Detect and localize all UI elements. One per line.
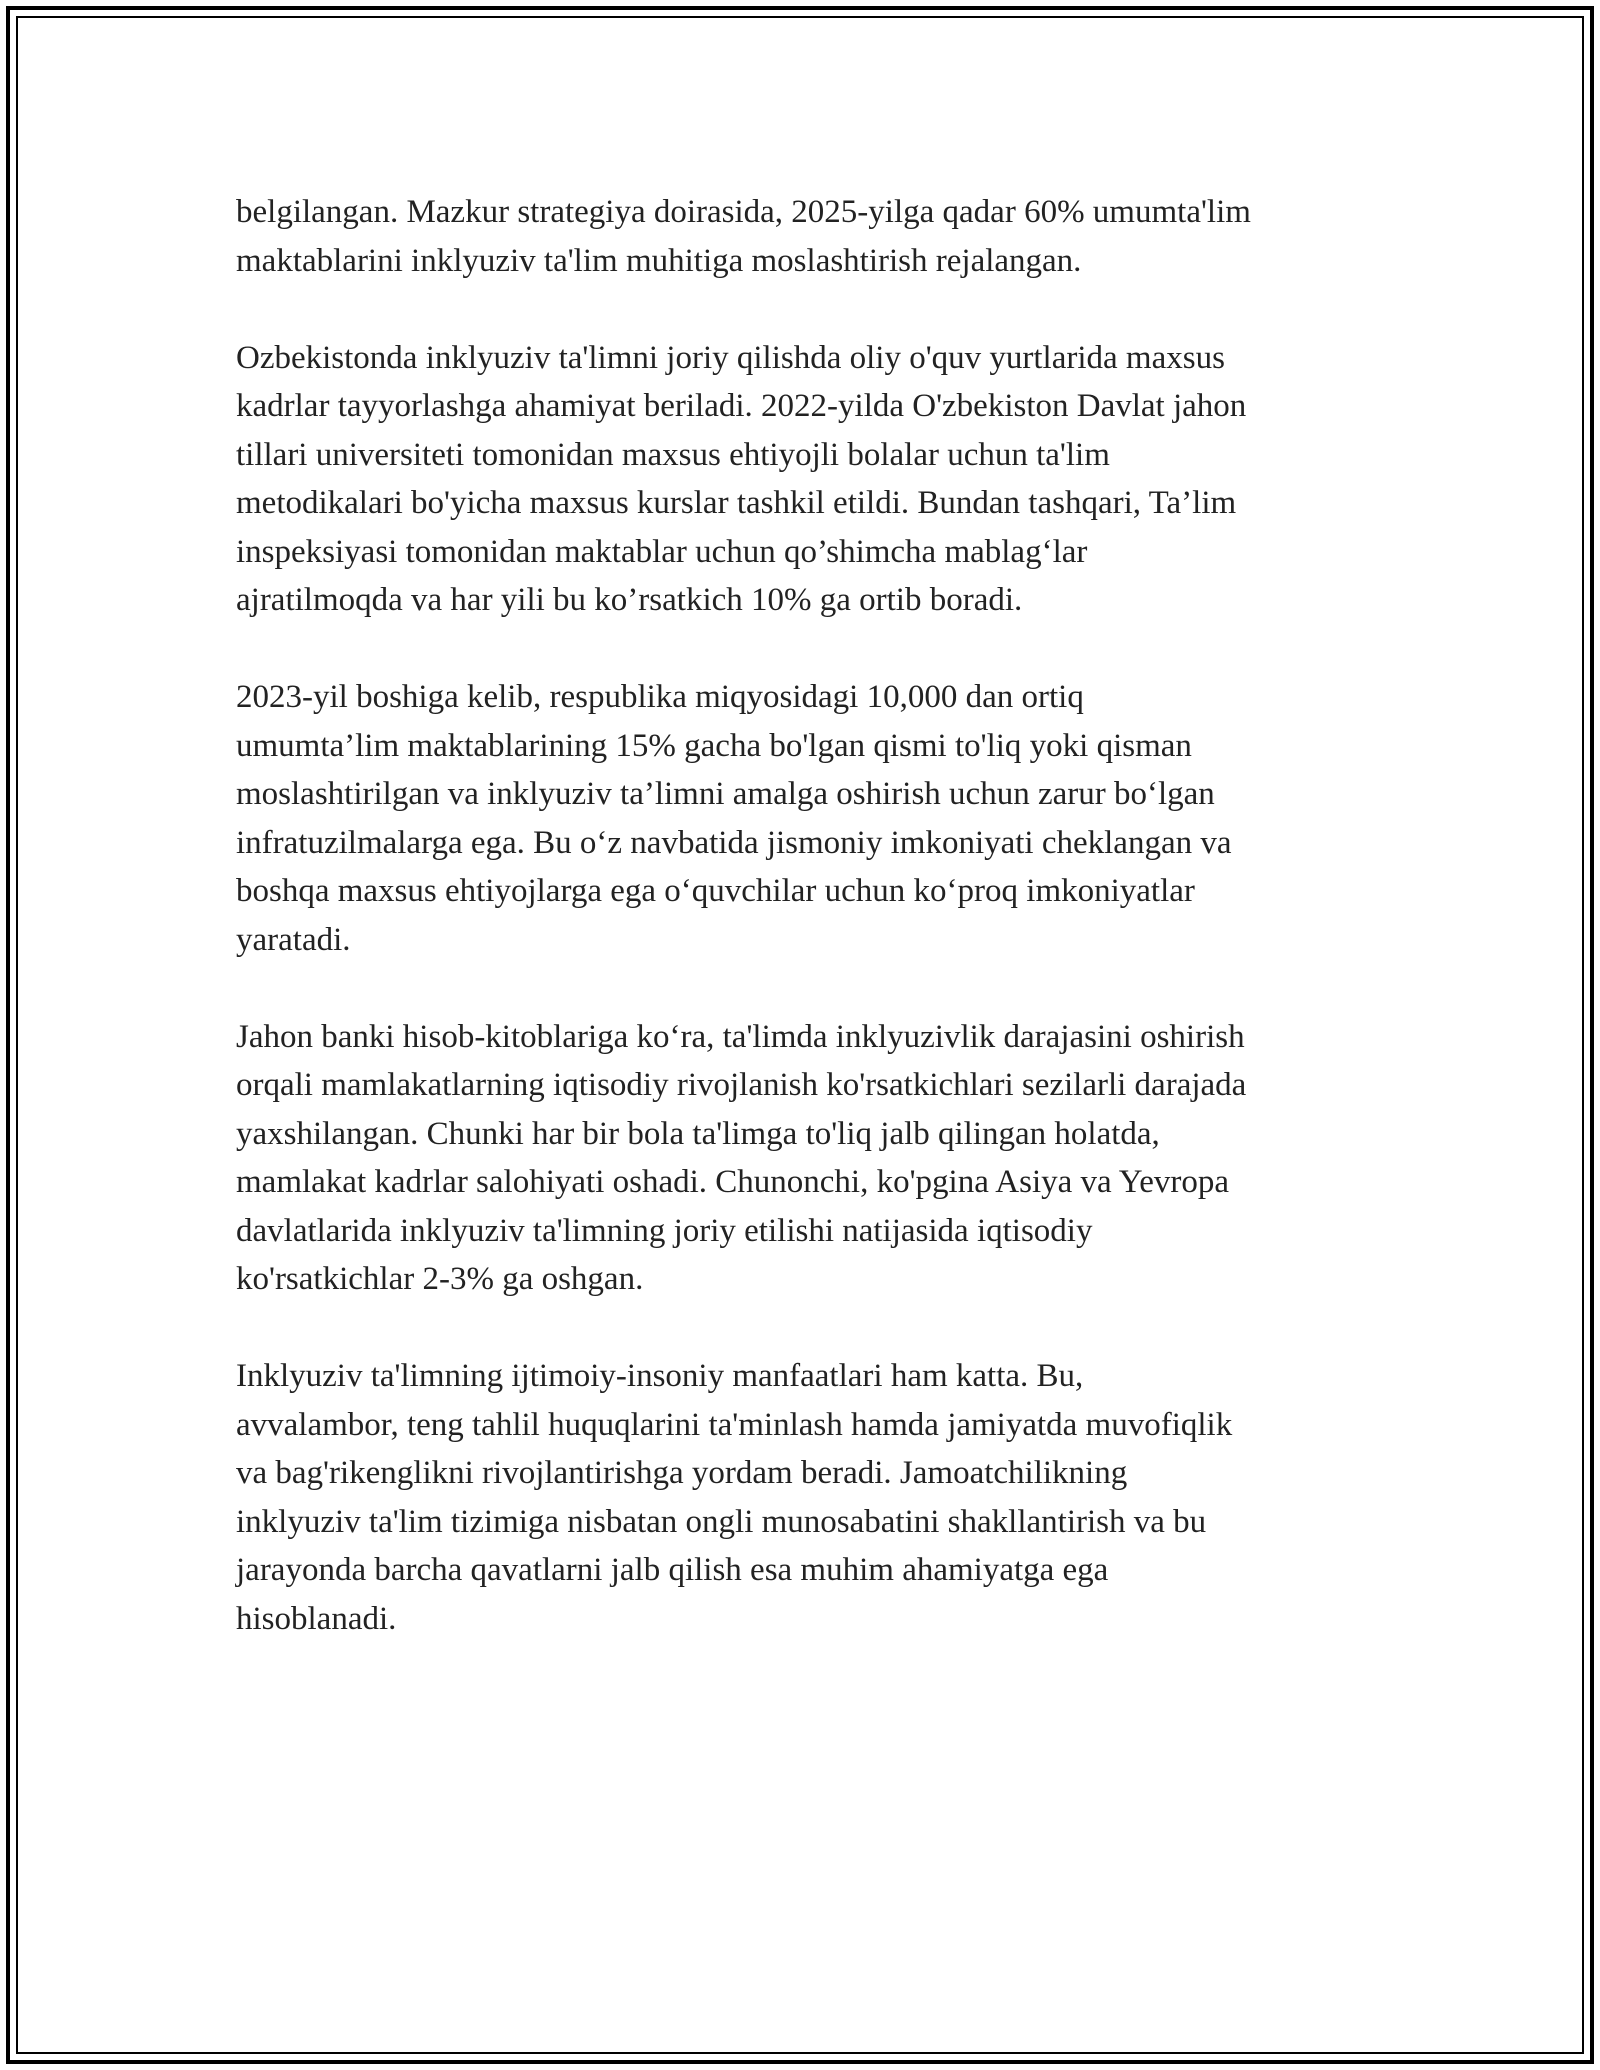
text-line: metodikalari bo'yicha maxsus kurslar tashkil etildi. Bundan tashqari, Ta’lim <box>236 485 1237 521</box>
text-line: yaxshilangan. Chunki har bir bola ta'limga to'liq jalb qilingan holatda, <box>236 1115 1160 1152</box>
text-line: va bag'rikenglikni rivojlantirishga yordam beradi. Jamoatchilikning <box>236 1455 1128 1491</box>
paragraph-4 <box>236 1013 1386 1304</box>
document-body <box>236 188 1386 1692</box>
text-line: inklyuziv ta'lim tizimiga nisbatan ongli munosabatini shakllantirish va bu <box>236 1503 1207 1540</box>
text-line: moslashtirilgan va inklyuziv ta’limni amalga oshirish uchun zarur bo‘lgan <box>236 776 1215 812</box>
text-line: infratuzilmalarga ega. Bu o‘z navbatida jismoniy imkoniyati cheklangan va <box>236 824 1232 861</box>
text-line: Jahon banki hisob-kitoblariga ko‘ra, ta'limda inklyuzivlik darajasini oshirish <box>236 1018 1245 1055</box>
text-line: maktablarini inklyuziv ta'lim muhitiga moslashtirish rejalangan. <box>236 242 1082 279</box>
text-line: 2023-yil boshiga kelib, respublika miqyosidagi 10,000 dan ortiq <box>236 679 1084 715</box>
text-line: Inklyuziv ta'limning ijtimoiy-insoniy manfaatlari ham katta. Bu, <box>236 1358 1084 1394</box>
paragraph-5 <box>236 1352 1386 1643</box>
text-line: umumta’lim maktablarining 15% gacha bo'lgan qismi to'liq yoki qisman <box>236 727 1192 764</box>
text-line: tillari universiteti tomonidan maxsus ehtiyojli bolalar uchun ta'lim <box>236 436 1110 473</box>
text-line: kadrlar tayyorlashga ahamiyat beriladi. 2022-yilda O'zbekiston Davlat jahon <box>236 388 1247 424</box>
text-line: belgilangan. Mazkur strategiya doirasida, 2025-yilga qadar 60% umumta'lim <box>236 194 1251 230</box>
text-line: hisoblanadi. <box>236 1600 397 1637</box>
text-line: orqali mamlakatlarning iqtisodiy rivojlanish ko'rsatkichlari sezilarli darajada <box>236 1067 1247 1103</box>
text-line: davlatlarida inklyuziv ta'limning joriy etilishi natijasida iqtisodiy <box>236 1212 1093 1249</box>
text-line: mamlakat kadrlar salohiyati oshadi. Chunonchi, ko'pgina Asiya va Yevropa <box>236 1164 1230 1200</box>
paragraph-1 <box>236 188 1386 285</box>
text-line: ko'rsatkichlar 2-3% ga oshgan. <box>236 1261 644 1297</box>
paragraph-2 <box>236 334 1386 625</box>
paragraph-3 <box>236 673 1386 964</box>
text-line: yaratadi. <box>236 921 351 958</box>
text-line: inspeksiyasi tomonidan maktablar uchun qo’shimcha mablag‘lar <box>236 533 1088 570</box>
text-line: ajratilmoqda va har yili bu ko’rsatkich 10% ga ortib boradi. <box>236 582 1023 618</box>
text-line: jarayonda barcha qavatlarni jalb qilish esa muhim ahamiyatga ega <box>236 1552 1109 1588</box>
text-line: avvalambor, teng tahlil huquqlarini ta'minlash hamda jamiyatda muvofiqlik <box>236 1406 1233 1443</box>
text-line: Ozbekistonda inklyuziv ta'limni joriy qilishda oliy o'quv yurtlarida maxsus <box>236 339 1225 376</box>
text-line: boshqa maxsus ehtiyojlarga ega o‘quvchilar uchun ko‘proq imkoniyatlar <box>236 873 1195 909</box>
